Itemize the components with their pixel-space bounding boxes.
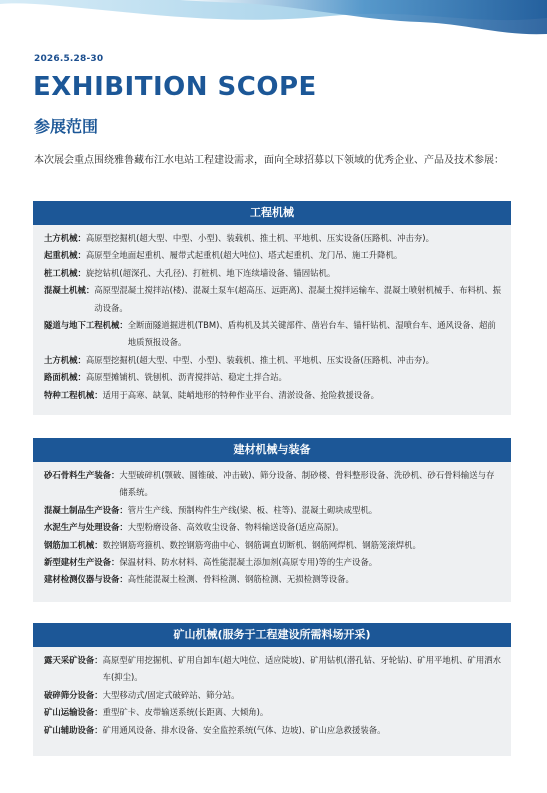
item-text: 全断面隧道掘进机(TBM)、盾构机及其关键部件、凿岩台车、锚杆钻机、湿喷台车、通风设备、超前地质预报设备。 — [127, 320, 496, 348]
item-label: 特种工程机械： — [44, 389, 103, 400]
section-title: 矿山机械(服务于工程建设所需料场开采) — [33, 623, 511, 647]
item-text: 矿用通风设备、排水设备、安全监控系统(气体、边坡)、矿山应急救援装备。 — [102, 724, 386, 735]
item-label: 起重机械： — [44, 250, 86, 261]
section-mining-machinery — [33, 623, 511, 756]
item-label: 矿山运输设备： — [44, 707, 103, 718]
item-text: 高原型挖掘机(超大型、中型、小型)、装载机、推土机、平地机、压实设备(压路机、冲击夯)。 — [85, 233, 434, 243]
list-item — [44, 247, 501, 264]
item-label: 路面机械： — [44, 372, 86, 383]
item-label: 砂石骨料生产装备： — [44, 470, 120, 480]
item-text: 旋挖钻机(超深孔、大孔径)、打桩机、地下连续墙设备、锚固钻机。 — [85, 267, 336, 278]
list-item — [44, 502, 501, 519]
item-text: 大型移动式/固定式破碎站、筛分站。 — [102, 689, 240, 700]
item-label: 混凝土机械： — [44, 285, 95, 296]
item-text: 高性能混凝土检测、骨料检测、钢筋检测、无损检测等设备。 — [127, 574, 354, 585]
section-title: 建材机械与装备 — [33, 438, 511, 462]
list-item — [44, 467, 501, 502]
item-label: 水泥生产与处理设备： — [44, 522, 128, 533]
section-building-materials-machinery — [33, 438, 511, 602]
intro-paragraph: 本次展会重点围绕雅鲁藏布江水电站工程建设需求，面向全球招募以下领域的优秀企业、产品及技术参展： — [34, 155, 504, 166]
list-item — [44, 722, 501, 739]
item-text: 高原型矿用挖掘机、矿用自卸车(超大吨位、适应陡坡)、矿用钻机(潜孔钻、牙轮钻)、矿用平地机、矿用洒水车(抑尘)。 — [102, 655, 501, 683]
list-item — [44, 554, 501, 571]
list-item — [44, 387, 501, 404]
item-text: 高原型摊铺机、铣刨机、沥青搅拌站、稳定土拌合站。 — [85, 372, 287, 383]
item-text: 保温材料、防水材料、高性能混凝土添加剂(高原专用)等的生产设备。 — [119, 557, 378, 568]
list-item — [44, 265, 501, 282]
item-label: 钢筋加工机械： — [44, 539, 103, 550]
item-label: 土方机械： — [44, 354, 86, 365]
list-item — [44, 282, 501, 317]
item-text: 高原型全地面起重机、履带式起重机(超大吨位)、塔式起重机、龙门吊、施工升降机。 — [85, 250, 403, 261]
item-label: 隧道与地下工程机械： — [44, 320, 128, 331]
list-item — [44, 519, 501, 536]
list-item — [44, 230, 501, 247]
item-label: 混凝土制品生产设备： — [44, 504, 128, 515]
item-label: 桩工机械： — [44, 267, 86, 278]
item-label: 土方机械： — [44, 233, 86, 243]
item-text: 高原型混凝土搅拌站(楼)、混凝土泵车(超高压、远距离)、混凝土搅拌运输车、混凝土喷射机械手、布料机、振动设备。 — [94, 285, 501, 313]
item-text: 高原型挖掘机(超大型、中型、小型)、装载机、推土机、平地机、压实设备(压路机、冲击夯)。 — [85, 354, 434, 365]
page-title-chinese: 参展范围 — [34, 117, 99, 136]
item-text: 大型破碎机(颚破、圆锥破、冲击破)、筛分设备、制砂楼、骨料整形设备、洗砂机、砂石骨料输送与存储系统。 — [119, 470, 495, 498]
item-text: 数控钢筋弯箍机、数控钢筋弯曲中心、钢筋调直切断机、钢筋网焊机、钢筋笼滚焊机。 — [102, 539, 421, 550]
item-text: 适用于高寒、缺氧、陡峭地形的特种作业平台、清淤设备、抢险救援设备。 — [102, 389, 379, 400]
page-title-english: EXHIBITION SCOPE — [33, 72, 317, 102]
header-wave-decoration — [0, 0, 547, 60]
section-title: 工程机械 — [33, 201, 511, 225]
list-item — [44, 652, 501, 687]
list-item — [44, 537, 501, 554]
list-item — [44, 352, 501, 369]
item-label: 露天采矿设备： — [44, 655, 103, 665]
list-item — [44, 687, 501, 704]
item-label: 建材检测仪器与设备： — [44, 574, 128, 585]
item-text: 管片生产线、预制构件生产线(梁、板、柱等)、混凝土砌块成型机。 — [127, 504, 378, 515]
list-item — [44, 571, 501, 588]
exhibition-date: 2026.5.28-30 — [34, 54, 104, 64]
section-construction-machinery — [33, 201, 511, 415]
list-item — [44, 317, 501, 352]
item-text: 重型矿卡、皮带输送系统(长距离、大倾角)。 — [102, 707, 269, 718]
item-label: 矿山辅助设备： — [44, 724, 103, 735]
item-label: 新型建材生产设备： — [44, 557, 120, 568]
item-text: 大型粉磨设备、高效收尘设备、物料输送设备(适应高原)。 — [127, 522, 344, 533]
item-label: 破碎筛分设备： — [44, 689, 103, 700]
list-item — [44, 369, 501, 386]
list-item — [44, 704, 501, 721]
